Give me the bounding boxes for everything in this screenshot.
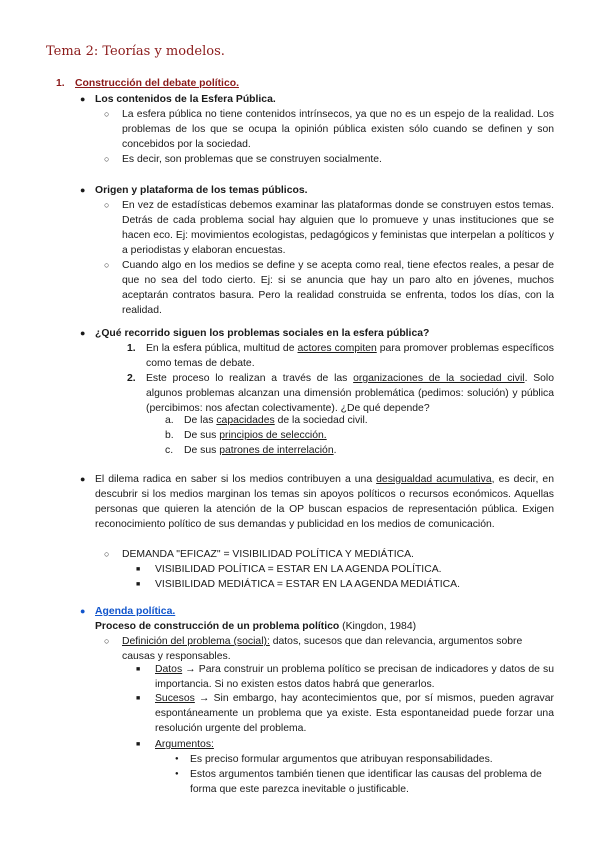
underlined-term: organizaciones de la sociedad civil: [353, 373, 525, 384]
bullet-icon: ●: [80, 606, 86, 616]
square-bullet-icon: ■: [136, 741, 141, 748]
numbered-item-2: Este proceso lo realizan a través de las organizaciones de la sociedad civil. Solo algunos problemas alcanzan una dimensión problemática (pedimos: solución) y pública (percibimos: nos afectan colectivamente). ¿De qué depende?: [146, 373, 554, 414]
bullet-icon: ●: [80, 94, 86, 104]
page-title: Tema 2: Teorías y modelos.: [46, 44, 225, 59]
problem-definition: Definición del problema (social): datos, sucesos que dan relevancia, argumentos sobre causas y responsables.: [122, 636, 523, 662]
dot-bullet-icon: ●: [175, 771, 179, 777]
list-letter: a.: [165, 415, 174, 426]
bullet-heading-origin: Origen y plataforma de los temas públicos.: [95, 185, 308, 196]
underlined-term: desigualdad acumulativa: [376, 474, 492, 485]
argument-1: Es preciso formular argumentos que atribuyan responsabilidades.: [190, 754, 493, 765]
paragraph-origin-2: Cuando algo en los medios se define y se acepta como real, tiene efectos reales, a pesar de que no sea del todo cierto. Ej: si se anuncia que hay un paro alto en jóvenes, muchos aceptarán contratos basura. Pero la realidad construida se enfrenta, todos los días, con la realidad.: [122, 260, 554, 316]
list-letter: c.: [165, 445, 174, 456]
paragraph-contents-2: Es decir, son problemas que se construyen socialmente.: [122, 154, 382, 165]
underlined-term: actores compiten: [297, 343, 377, 354]
paragraph-dilemma: El dilema radica en saber si los medios contribuyen a una desigualdad acumulativa, es decir, en descubrir si los medios marginan los temas sin apoyos políticos o recursos económicos. Aquellas personas que quieren la atención de la OP buscan espacios de representación pública. Exigen reconocimiento político de sus demandas y publicidad en los medios de comunicación.: [95, 474, 554, 530]
lettered-item-b: De sus principios de selección.: [184, 430, 327, 441]
dot-bullet-icon: ●: [175, 756, 179, 762]
square-bullet-icon: ■: [136, 666, 141, 673]
item-events: Sucesos → Sin embargo, hay acontecimientos que, por sí mismos, pueden agravar espontáneamente un problema que ya existe. Esta espontaneidad puede forzar una resolución urgente del problema.: [155, 693, 554, 734]
agenda-heading-link[interactable]: Agenda política.: [95, 606, 176, 617]
item-arguments: Argumentos:: [155, 739, 214, 750]
circle-bullet-icon: ○: [104, 109, 110, 119]
bullet-icon: ●: [80, 474, 86, 484]
circle-bullet-icon: ○: [104, 154, 110, 164]
section-heading: Construcción del debate político.: [75, 78, 239, 89]
square-bullet-icon: ■: [136, 566, 141, 573]
section-number: 1.: [56, 78, 65, 89]
circle-bullet-icon: ○: [104, 200, 110, 210]
square-bullet-icon: ■: [136, 581, 141, 588]
square-bullet-icon: ■: [136, 695, 141, 702]
bullet-icon: ●: [80, 185, 86, 195]
bullet-heading-route: ¿Qué recorrido siguen los problemas sociales en la esfera pública?: [95, 328, 430, 339]
bullet-heading-contents: Los contenidos de la Esfera Pública.: [95, 94, 276, 105]
circle-bullet-icon: ○: [104, 260, 110, 270]
lettered-item-a: De las capacidades de la sociedad civil.: [184, 415, 368, 426]
list-number: 2.: [127, 373, 136, 384]
process-subtitle: Proceso de construcción de un problema político (Kingdon, 1984): [95, 621, 417, 632]
circle-bullet-icon: ○: [104, 636, 110, 646]
bullet-icon: ●: [80, 328, 86, 338]
circle-bullet-icon: ○: [104, 549, 110, 559]
formula-media: VISIBILIDAD MEDIÁTICA = ESTAR EN LA AGENDA MEDIÁTICA.: [155, 579, 460, 590]
paragraph-contents-1: La esfera pública no tiene contenidos intrínsecos, ya que no es un espejo de la realidad. Los problemas de los que se ocupa la opinión pública existen sólo cuando se definen y son concebidos por la sociedad.: [122, 109, 554, 150]
list-letter: b.: [165, 430, 174, 441]
item-data: Datos → Para construir un problema político se precisan de indicadores y datos de su importancia. Si no existen estos datos habrá que generarlos.: [155, 664, 554, 690]
formula-demand: DEMANDA "EFICAZ" = VISIBILIDAD POLÍTICA Y MEDIÁTICA.: [122, 549, 414, 560]
argument-2: Estos argumentos también tienen que identificar las causas del problema de forma que este parezca inevitable o justificable.: [190, 769, 542, 795]
numbered-item-1: En la esfera pública, multitud de actores compiten para promover problemas específicos como temas de debate.: [146, 343, 554, 369]
lettered-item-c: De sus patrones de interrelación.: [184, 445, 337, 456]
paragraph-origin-1: En vez de estadísticas debemos examinar las plataformas donde se construyen estos temas. Detrás de cada problema social hay alguien que lo promueve y unas instituciones que se hacen eco. Ej: movimientos ecologistas, pedagógicos y feministas que interpelan a políticos y a periodistas y elaboran encuestas.: [122, 200, 554, 256]
list-number: 1.: [127, 343, 136, 354]
formula-political: VISIBILIDAD POLÍTICA = ESTAR EN LA AGENDA POLÍTICA.: [155, 564, 442, 575]
